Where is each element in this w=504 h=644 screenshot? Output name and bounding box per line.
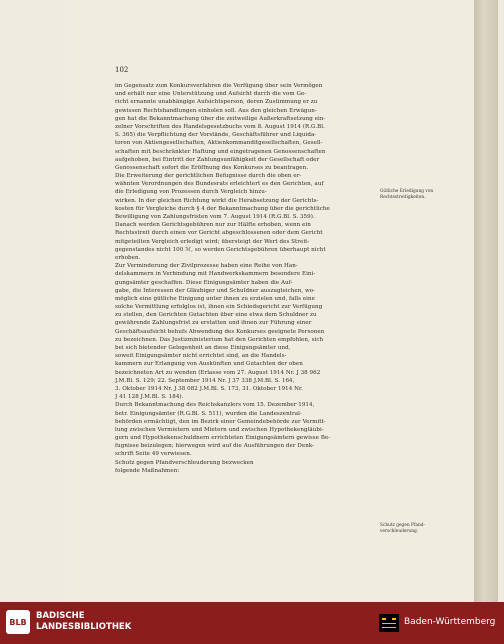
page-sheet xyxy=(66,0,475,602)
text-line: bezeichneten Art zu wenden (Erlasse vom 27. August 1914 Nr. J 38 962 xyxy=(115,369,321,376)
text-line: kammern zur Erlangung von Auskünften und Gutachten der oben xyxy=(115,361,303,368)
body-text xyxy=(115,82,435,475)
side-note-settlement xyxy=(380,189,438,201)
text-line: Die Erweiterung der gerichtlichen Befugnisse durch die oben er- xyxy=(115,173,302,180)
text-line: gewissen Rechtshandlungen einholen soll. Aus den gleichen Erwägun- xyxy=(115,107,317,114)
page-edge xyxy=(474,0,498,602)
side-note-line: Rechtsstreitigkeiten. xyxy=(380,195,426,200)
side-note-line: Schutz gegen Pfand- xyxy=(380,523,425,528)
text-line: Rechtsstreit durch einen vor Gericht abgeschlossenen oder dem Gericht xyxy=(115,230,323,237)
text-line: Geschäftsaufsicht behufs Abwendung des Konkurses geeignete Personen xyxy=(115,328,325,335)
text-line: Bewilligung von Zahlungsfristen vom 7. August 1914 (R.G.Bl. S. 359). xyxy=(115,214,315,220)
text-line: behörden ermächtigt, den im Bezirk einer Gemeindebehörde zur Vermitt- xyxy=(115,418,326,425)
text-line: J 41 128 J.M.Bl. S. 184). xyxy=(115,394,184,401)
text-line: Schutz gegen Pfandverschleuderung bezwecken xyxy=(115,459,254,466)
text-line: Genossenschaft sofort die Eröffnung des Konkurses zu beantragen. xyxy=(115,164,309,171)
text-line: lung zwischen Vermietern und Mietern und zwischen Hypothekengläubi- xyxy=(115,426,324,433)
text-line: bei sich bietender Gelegenheit an diese Einigungsämter und, xyxy=(115,345,291,351)
text-line: 3. Oktober 1914 Nr. J 38 082 J.M.Bl. S. 173, 31. Oktober 1914 Nr. xyxy=(115,385,303,392)
text-line: betr. Einigungsämter (R.G.Bl. S. 511), wurden die Landeszentral- xyxy=(115,410,302,417)
baden-wuerttemberg-crest-icon xyxy=(378,612,400,634)
library-name-line-1: BADISCHE xyxy=(36,611,85,621)
text-line: gen hat die Bekanntmachung über die zeitweilige Außerkraftsetzung ein- xyxy=(115,115,326,122)
text-line: S. 365) die Verpflichtung der Vorstände, Geschäftsführer und Liquida- xyxy=(115,132,317,139)
text-line: J.M.Bl. S. 129; 22. September 1914 Nr. J 37 338 J.M.Bl. S. 164, xyxy=(115,377,295,384)
text-line: die Erledigung von Prozessen durch Vergleich hinzu- xyxy=(115,189,267,196)
text-line: solche Vermittlung erfolglos ist, ihnen ein Schiedsgericht zur Verfügung xyxy=(115,304,323,311)
text-line: delskammern in Verbindung mit Handwerkskammern besondere Eini- xyxy=(115,271,316,278)
text-line: soweit Einigungsämter nicht errichtet sind, an die Handels- xyxy=(115,353,287,360)
page-number: 102 xyxy=(115,66,129,74)
text-line: im Gegensatz zum Konkursverfahren die Verfügung über sein Vermögen xyxy=(115,83,323,89)
text-line: zelner Vorschriften des Handelsgesetzbuchs vom 8. August 1914 (R.G.Bl. xyxy=(115,123,325,130)
text-line: gabe, die Interessen der Gläubiger und Schuldner auszugleichen, wo- xyxy=(115,287,316,294)
book-page xyxy=(66,0,498,602)
text-line: gewährende Zahlungsfrist zu erstatten und ihnen zur Führung einer xyxy=(115,320,312,327)
text-line: zu bezeichnen. Das Justizministerium hat den Gerichten empfohlen, sich xyxy=(115,336,324,343)
text-line: gungsämter geschaffen. Diese Einigungsämter haben die Auf- xyxy=(115,279,293,286)
footer-banner xyxy=(0,602,504,644)
text-line: fugnisse beizulegen; hierwegen wird auf die Ausführungen der Denk- xyxy=(115,443,315,450)
text-line: aufgehoben, bei Eintritt der Zahlungsunfähigkeit der Gesellschaft oder xyxy=(115,156,320,163)
text-line: schaften mit beschränkter Haftung und eingetragenen Genossenschaften xyxy=(115,148,326,155)
text-line: wähnten Verordnungen des Bundesrats erleichtert es den Gerichten, auf xyxy=(115,181,324,188)
partner-name[interactable]: Baden-Württemberg xyxy=(404,617,496,627)
blb-logo[interactable]: BLB xyxy=(6,610,30,634)
text-line: Danach werden Gerichtsgebühren nur zur Hälfte erhoben, wenn ein xyxy=(115,222,311,229)
text-line: Zur Verminderung der Zivilprozesse haben eine Reihe von Han- xyxy=(115,263,298,270)
library-name-line-2: LANDESBIBLIOTHEK xyxy=(36,622,132,632)
text-line: toren von Aktiengesellschaften, Aktienkommanditgesellschaften, Gesell- xyxy=(115,140,323,147)
text-line: gegenstandes nicht 100 ℳ, so werden Gerichtsgebühren überhaupt nicht xyxy=(115,246,326,253)
text-line: wirken. In der gleichen Richtung wirkt die Herabsetzung der Gerichts- xyxy=(115,197,319,204)
text-line: schrift Seite 49 verwiesen. xyxy=(115,451,192,458)
text-line: möglich eine gütliche Einigung unter ihnen zu erzielen und, falls eine xyxy=(115,295,315,302)
side-note-pledge xyxy=(380,523,438,535)
text-line: richt ernannte unabhängige Aufsichtsperson, deren Zustimmung er zu xyxy=(115,99,318,106)
text-line: mitgeteilten Vergleich erledigt wird; übersteigt der Wert des Streit- xyxy=(115,238,310,245)
text-line: zu stellen, den Gerichten Gutachten über eine etwa dem Schuldner zu xyxy=(115,312,317,319)
library-name[interactable] xyxy=(36,611,131,633)
text-line: folgende Maßnahmen: xyxy=(115,467,180,474)
text-line: gern und Hypothekenschuldnern errichteten Einigungsämtern gewisse Be- xyxy=(115,435,331,442)
side-note-line: verschleuderung. xyxy=(380,529,419,534)
text-line: erhoben. xyxy=(115,254,141,261)
text-line: Durch Bekanntmachung des Reichskanzlers vom 15. Dezember 1914, xyxy=(115,402,315,409)
text-line: kosten für Vergleiche durch § 4 der Bekanntmachung über die gerichtliche xyxy=(115,205,330,212)
side-note-line: Gütliche Erledigung von xyxy=(380,189,434,194)
text-line: und erhält nur eine Unterstützung und Aufsicht durch die vom Ge- xyxy=(115,91,307,98)
